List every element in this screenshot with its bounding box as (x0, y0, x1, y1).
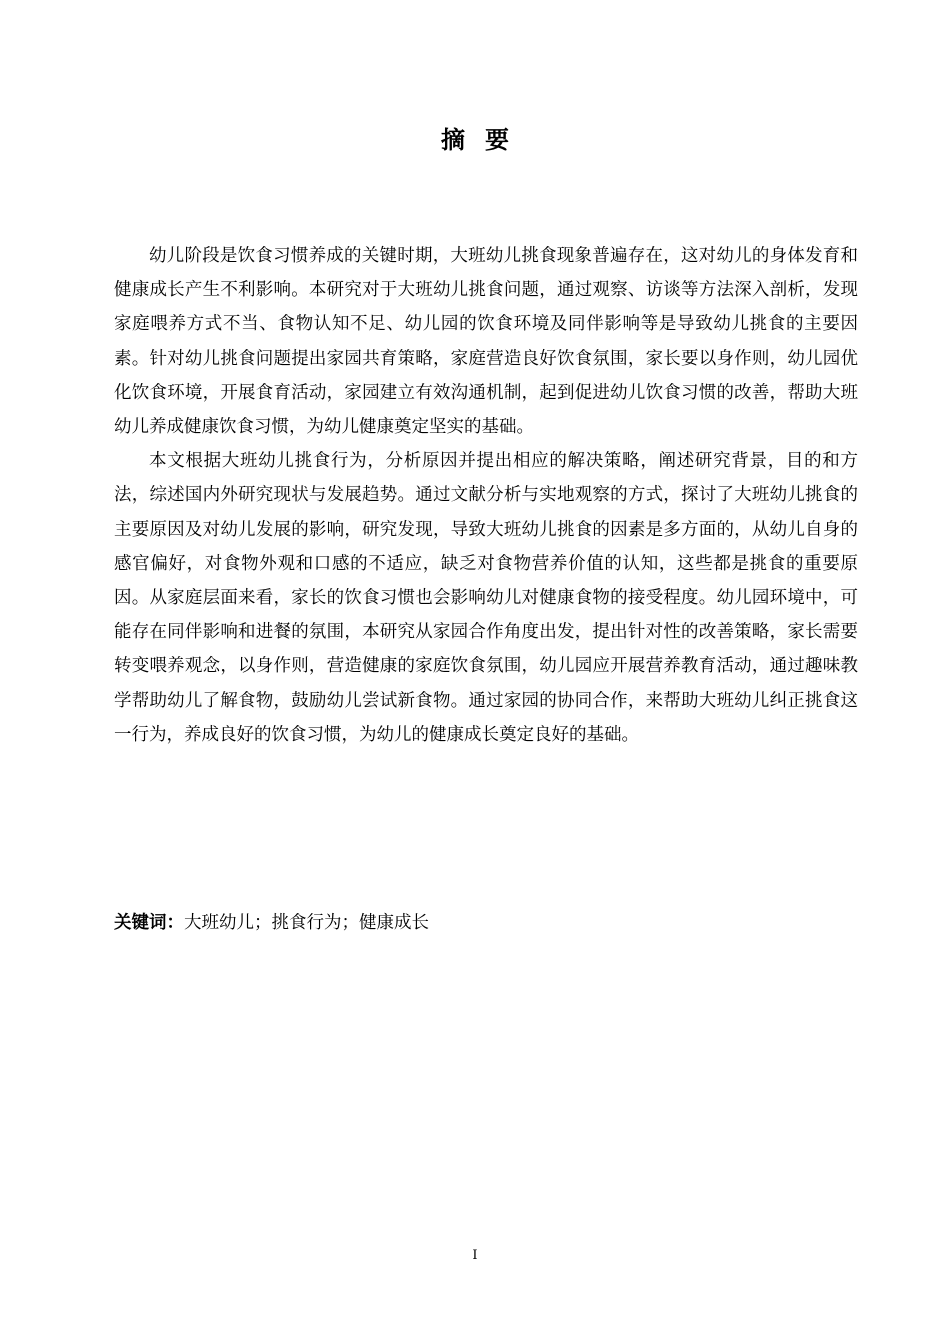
keywords-line (114, 906, 429, 940)
abstract-paragraph-2: 本文根据大班幼儿挑食行为，分析原因并提出相应的解决策略，阐述研究背景，目的和方法，综述国内外研究现状与发展趋势。通过文献分析与实地观察的方式，探讨了大班幼儿挑食的主要原因及对幼儿发展的影响，研究发现，导致大班幼儿挑食的因素是多方面的，从幼儿自身的感官偏好，对食物外观和口感的不适应，缺乏对食物营养价值的认知，这些都是挑食的重要原因。从家庭层面来看，家长的饮食习惯也会影响幼儿对健康食物的接受程度。幼儿园环境中，可能存在同伴影响和进餐的氛围，本研究从家园合作角度出发，提出针对性的改善策略，家长需要转变喂养观念，以身作则，营造健康的家庭饮食氛围，幼儿园应开展营养教育活动，通过趣味教学帮助幼儿了解食物，鼓励幼儿尝试新食物。通过家园的协同合作，来帮助大班幼儿纠正挑食这一行为，养成良好的饮食习惯，为幼儿的健康成长奠定良好的基础。 (114, 451, 858, 745)
page-title: 摘要 (441, 126, 529, 154)
page-number: I (472, 1248, 478, 1263)
abstract-body (114, 239, 858, 752)
keywords-label: 关键词： (114, 913, 184, 933)
keywords-value: 大班幼儿；挑食行为；健康成长 (184, 913, 429, 933)
abstract-paragraph-1: 幼儿阶段是饮食习惯养成的关键时期，大班幼儿挑食现象普遍存在，这对幼儿的身体发育和健康成长产生不利影响。本研究对于大班幼儿挑食问题，通过观察、访谈等方法深入剖析，发现家庭喂养方式不当、食物认知不足、幼儿园的饮食环境及同伴影响等是导致幼儿挑食的主要因素。针对幼儿挑食问题提出家园共育策略，家庭营造良好饮食氛围，家长要以身作则，幼儿园优化饮食环境，开展食育活动，家园建立有效沟通机制，起到促进幼儿饮食习惯的改善，帮助大班幼儿养成健康饮食习惯，为幼儿健康奠定坚实的基础。 (114, 246, 858, 438)
